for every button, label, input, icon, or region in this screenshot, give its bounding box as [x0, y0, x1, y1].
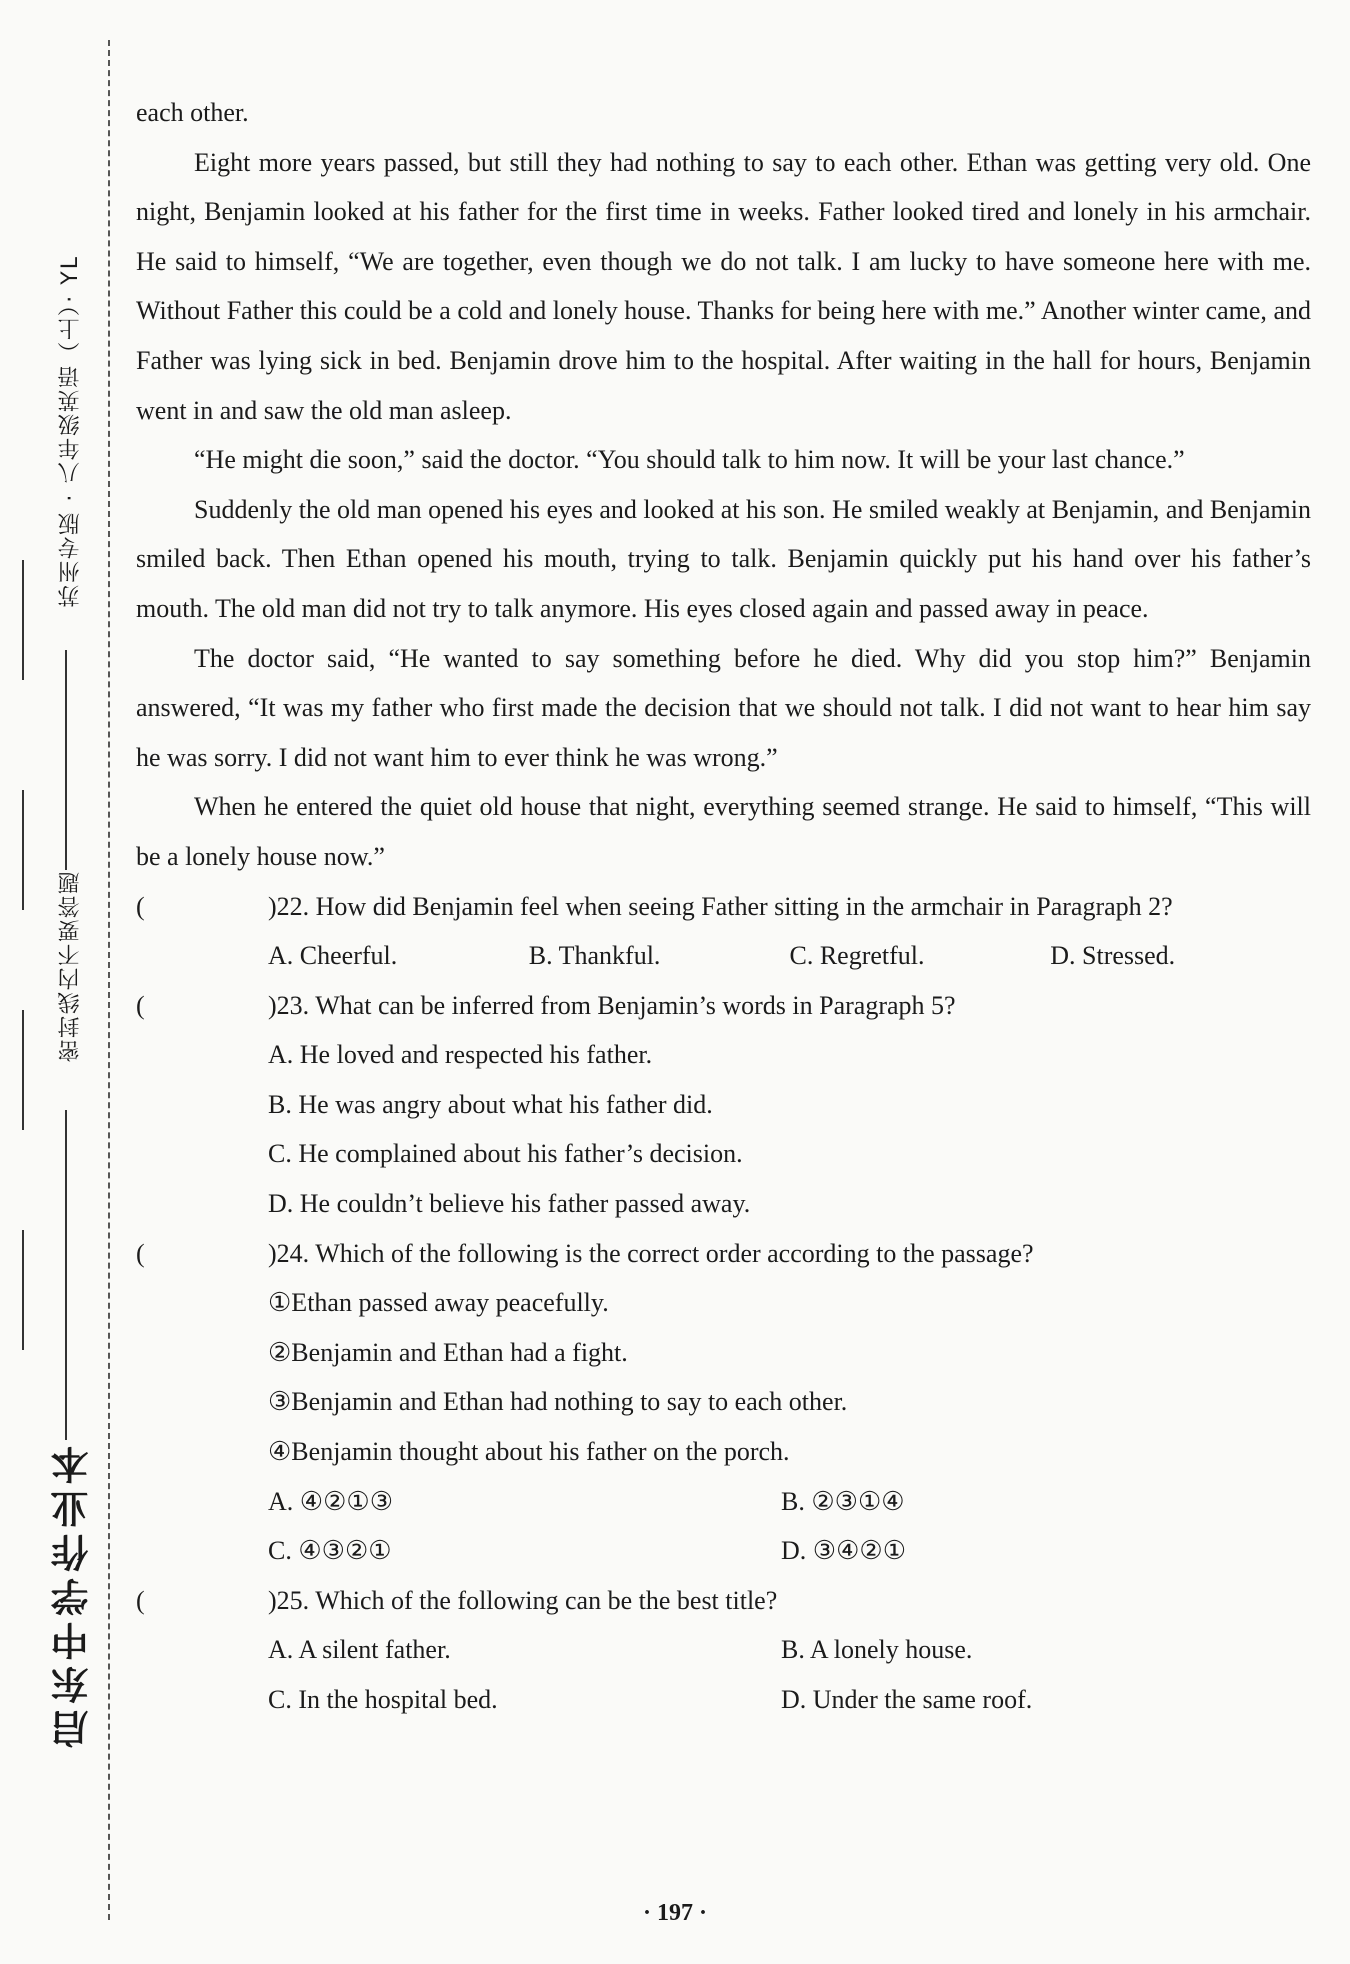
- option-c: C. Regretful.: [789, 941, 925, 971]
- question-stem: )24. Which of the following is the correct order according to the passage?: [268, 1238, 1034, 1268]
- answer-blank[interactable]: (: [136, 891, 145, 921]
- paragraph-5: The doctor said, “He wanted to say something before he died. Why did you stop him?” Benjamin answered, “It was my father who first made the decision that we should not talk. I did not want to hear him say he was sorry. I did not want him to ever think he was wrong.”: [136, 643, 1311, 772]
- event-1: ①Ethan passed away peacefully.: [268, 1288, 609, 1318]
- binding-margin: [0, 0, 120, 1964]
- question-stem: )23. What can be inferred from Benjamin’s words in Paragraph 5?: [268, 990, 956, 1020]
- option-d: D. ③④②①: [781, 1536, 907, 1566]
- paragraph-4: Suddenly the old man opened his eyes and looked at his son. He smiled weakly at Benjamin, and Benjamin smiled back. Then Ethan opened his mouth, trying to talk. Benjamin quickly put his hand over his father’s mouth. The old man did not try to talk anymore. His eyes closed again and passed away in peace.: [136, 494, 1311, 623]
- question-25: [136, 1576, 1311, 1626]
- option-b: B. A lonely house.: [781, 1635, 973, 1665]
- question-22: [136, 882, 1311, 932]
- question-22-options: [136, 931, 1311, 981]
- school-blank-line: [22, 1010, 24, 1130]
- seal-notice: 密封线内不要答题: [58, 870, 83, 1062]
- paragraph-2: Eight more years passed, but still they had nothing to say to each other. Ethan was getting very old. One night, Benjamin looked at his father for the first time in weeks. Father looked tired and lonely in his armchair. He said to himself, “We are together, even though we do not talk. I am lucky to have someone here with me. Without Father this could be a cold and lonely house. Thanks for being here with me.” Another winter came, and Father was lying sick in bed. Benjamin drove him to the hospital. After waiting in the hall for hours, Benjamin went in and saw the old man asleep.: [136, 147, 1311, 425]
- answer-blank[interactable]: (: [136, 1585, 145, 1615]
- paragraph-3: “He might die soon,” said the doctor. “You should talk to him now. It will be your last chance.”: [194, 445, 1185, 475]
- option-a: A. ④②①③: [268, 1486, 394, 1516]
- event-4: ④Benjamin thought about his father on the porch.: [268, 1437, 790, 1467]
- page-number: · 197 ·: [642, 1900, 707, 1926]
- seal-dashed-line: [108, 40, 110, 1920]
- option-d: D. He couldn’t believe his father passed away.: [268, 1189, 751, 1219]
- paragraph-continuation: each other.: [136, 98, 249, 127]
- option-d: D. Under the same roof.: [781, 1685, 1033, 1714]
- option-a: A. He loved and respected his father.: [268, 1040, 653, 1070]
- page-content: [136, 88, 1311, 1725]
- option-a: A. Cheerful.: [268, 941, 398, 971]
- event-3: ③Benjamin and Ethan had nothing to say to each other.: [268, 1387, 848, 1417]
- option-b: B. ②③①④: [781, 1486, 905, 1516]
- option-b: B. Thankful.: [528, 941, 661, 971]
- header-vertical-text: 苏州专版 · 八年级英语（上）· YL: [58, 255, 83, 607]
- answer-blank[interactable]: (: [136, 1238, 145, 1268]
- option-c: C. He complained about his father’s decision.: [268, 1139, 743, 1169]
- option-c: C. In the hospital bed.: [268, 1685, 498, 1714]
- class-blank-line: [22, 790, 24, 910]
- question-25-options: [136, 1625, 1311, 1724]
- paragraph-6: When he entered the quiet old house that night, everything seemed strange. He said to himself, “This will be a lonely house now.”: [136, 792, 1311, 871]
- question-stem: )22. How did Benjamin feel when seeing Father sitting in the armchair in Paragraph 2?: [268, 891, 1173, 921]
- question-24: [136, 1229, 1311, 1279]
- seal-dash-lower: [65, 1110, 67, 1440]
- question-24-options: [136, 1477, 1311, 1576]
- book-name: 启东中学作业本: [51, 1440, 95, 1748]
- question-stem: )25. Which of the following can be the best title?: [268, 1585, 778, 1615]
- option-a: A. A silent father.: [268, 1635, 451, 1665]
- number-blank-line: [22, 1230, 24, 1350]
- option-d: D. Stressed.: [1050, 941, 1176, 971]
- question-23: [136, 981, 1311, 1031]
- name-blank-line: [22, 560, 24, 680]
- answer-blank[interactable]: (: [136, 990, 145, 1020]
- option-c: C. ④③②①: [268, 1536, 392, 1566]
- event-2: ②Benjamin and Ethan had a fight.: [268, 1337, 628, 1367]
- option-b: B. He was angry about what his father did.: [268, 1089, 713, 1119]
- seal-dash-upper: [65, 650, 67, 870]
